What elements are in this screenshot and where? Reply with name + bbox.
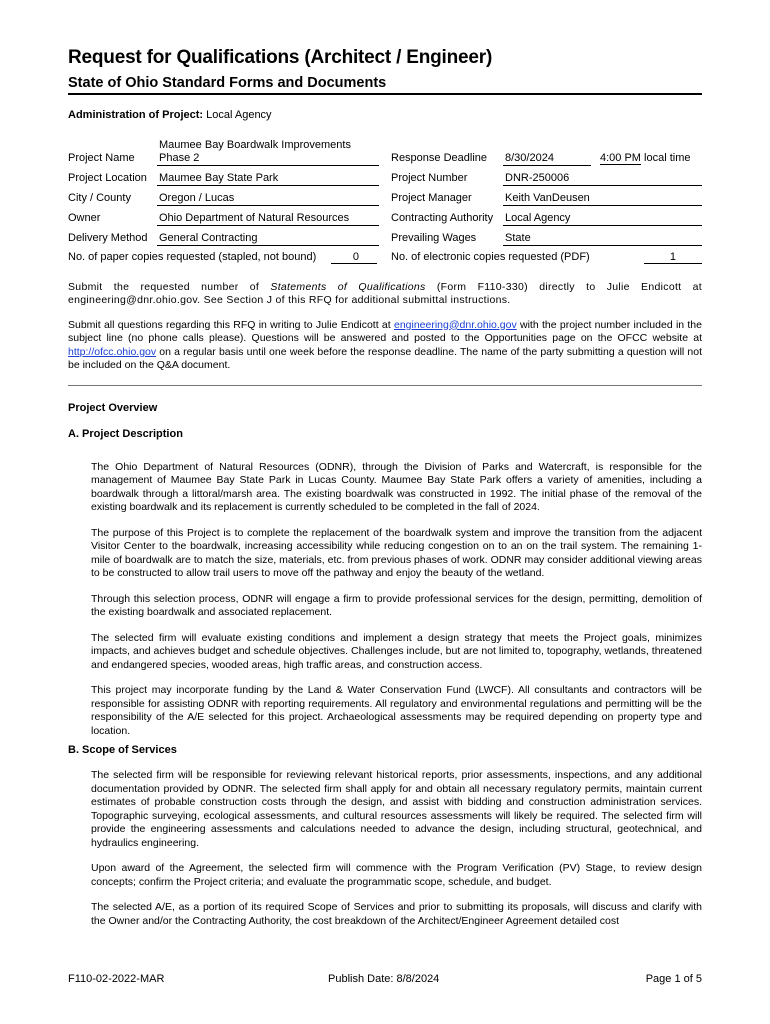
page-subtitle: State of Ohio Standard Forms and Documents: [68, 75, 387, 91]
paper-copies-value: 0: [331, 251, 377, 264]
electronic-copies-value: 1: [644, 251, 702, 264]
project-description-heading: A. Project Description: [68, 427, 183, 440]
response-deadline-label: Response Deadline: [391, 152, 488, 164]
description-paragraph-2: The purpose of this Project is to complete the replacement of the boardwalk system and improve the transition from the adjacent Visitor Center to the boardwalk, increasing accessibility while reducing congestion on to an on the trail system. The remaining 1-mile of boardwalk are to match the size, materials, etc. from previous phases of work. ODNR may consider additional viewing areas to be constructed to allow trail users to move off the pathway and enjoy the beauty of the wetland.: [91, 526, 702, 579]
electronic-copies-label: No. of electronic copies requested (PDF): [391, 250, 590, 263]
questions-text-b: with the project number included in the subject line (no phone calls please). Questions will be answered and posted to the Opportunities page on the OFCC website at: [68, 318, 702, 344]
owner-value: Ohio Department of Natural Resources: [157, 205, 379, 225]
scope-paragraph-2: Upon award of the Agreement, the selected firm will commence with the Program Verification (PV) Stage, to review design concepts; confirm the Project criteria; and evaluate the programmatic scope, schedule, and budget.: [91, 862, 702, 888]
description-paragraph-1: The Ohio Department of Natural Resources (ODNR), through the Division of Parks and Watercraft, is responsible for the management of Maumee Bay State Park in Lucas County. Maumee Bay State Park offers a variety of amenities, including a boardwalk through a littoral/marsh area. The existing boardwalk was constructed in 1992. The initial phase of the removal of the existing boardwalk and its replacement is currently scheduled to be completed in the fall of 2024.: [91, 460, 702, 513]
scope-paragraph-3: The selected A/E, as a portion of its required Scope of Services and prior to submitting its proposals, will discuss and clarify with the Owner and/or the Contracting Authority, the cost breakdown of the Architect/Engineer Agreement detailed cost: [91, 901, 702, 927]
prevailing-wages-value: State: [503, 225, 702, 245]
admin-label: Administration of Project:: [68, 109, 204, 121]
project-name-value: [157, 131, 379, 165]
publish-date: Publish Date: 8/8/2024: [328, 973, 440, 985]
project-location-label: Project Location: [68, 172, 147, 184]
title-rule: [68, 93, 702, 95]
project-overview-heading: Project Overview: [68, 401, 158, 414]
questions-paragraph: [68, 319, 702, 373]
email-link[interactable]: engineering@dnr.ohio.gov: [393, 318, 517, 331]
copies-row: [68, 246, 702, 265]
description-paragraph-4: The selected firm will evaluate existing conditions and implement a design strategy that meets the Project goals, minimizes impacts, and achieves budget and schedule objectives. Challenges include, but are not limited to, topography, wetlands, threatened and endangered species, wooded areas, high traffic areas, and construction access.: [91, 631, 702, 671]
submit-text-b: (Form F110-330) directly to Julie Endicott at engineering@dnr.ohio.gov. See Section J of this RFQ for additional submittal instructions.: [68, 280, 702, 306]
project-name-line1: Maumee Bay Boardwalk Improvements: [159, 138, 351, 151]
project-info-table: [68, 131, 702, 246]
project-location-value: Maumee Bay State Park: [157, 165, 379, 185]
contracting-authority-value: Local Agency: [503, 205, 702, 225]
scope-paragraph-1: The selected firm will be responsible for reviewing relevant historical reports, prior assessments, inspections, and any additional documentation provided by ODNR. The selected firm shall apply for and obtain all necessary regulatory permits, maintain current estimates of probable construction costs through the design, and assist with bidding and construction administration services. Topographic surveying, ecological assessments, and cultural resources assessments will likely be required. The selected firm will provide the engineering assessments and calculations needed to advance the design, including structural, geotechnical, and hydraulics engineering.: [91, 769, 702, 849]
prevailing-wages-label: Prevailing Wages: [391, 232, 477, 244]
project-name-label: Project Name: [68, 152, 135, 164]
submit-text-emphasis: Statements of Qualifications: [270, 280, 426, 293]
project-name-line2: Phase 2: [159, 151, 200, 164]
questions-text-c: on a regular basis until one week before the response deadline. The name of the party submitting a question will not be included on the Q&A document.: [68, 345, 702, 371]
project-manager-label: Project Manager: [391, 192, 472, 204]
contracting-authority-label: Contracting Authority: [391, 212, 494, 224]
admin-value: Local Agency: [206, 109, 272, 121]
response-deadline-time: [600, 131, 702, 165]
form-id: F110-02-2022-MAR: [68, 973, 165, 985]
local-time-label: local time: [644, 152, 691, 164]
project-number-label: Project Number: [391, 172, 468, 184]
description-paragraph-3: Through this selection process, ODNR will engage a firm to provide professional services for the design, permitting, demolition of the existing boardwalk and associated replacement.: [91, 592, 702, 618]
administration-line: [68, 109, 702, 121]
paper-copies-label: No. of paper copies requested (stapled, not bound): [68, 250, 317, 263]
deadline-time-value: 4:00 PM: [600, 152, 641, 164]
city-county-label: City / County: [68, 192, 131, 204]
document-page: [68, 46, 702, 928]
questions-text-a: Submit all questions regarding this RFQ in writing to Julie Endicott at: [68, 318, 394, 331]
city-county-value: Oregon / Lucas: [157, 185, 379, 205]
section-divider: [68, 385, 702, 386]
project-manager-value: Keith VanDeusen: [503, 185, 702, 205]
project-number-value: DNR-250006: [503, 165, 702, 185]
owner-label: Owner: [68, 212, 101, 224]
ofcc-website-link[interactable]: http://ofcc.ohio.gov: [68, 345, 157, 358]
response-deadline-date: 8/30/2024: [503, 131, 591, 165]
delivery-method-value: General Contracting: [157, 225, 379, 245]
scope-of-services-heading: B. Scope of Services: [68, 744, 177, 756]
submit-paragraph: [68, 281, 702, 308]
submit-text-a: Submit the requested number of: [68, 280, 271, 293]
description-paragraph-5: This project may incorporate funding by the Land & Water Conservation Fund (LWCF). All consultants and contractors will be responsible for assisting ODNR with reporting requirements. All regulatory and environmental regulations and permitting will be the responsibility of the A/E selected for this project. Archaeological assessments may be required depending on property type and location.: [91, 684, 702, 737]
delivery-method-label: Delivery Method: [68, 232, 148, 244]
page-title: Request for Qualifications (Architect / Engineer): [68, 47, 493, 68]
page-number: Page 1 of 5: [645, 973, 702, 985]
